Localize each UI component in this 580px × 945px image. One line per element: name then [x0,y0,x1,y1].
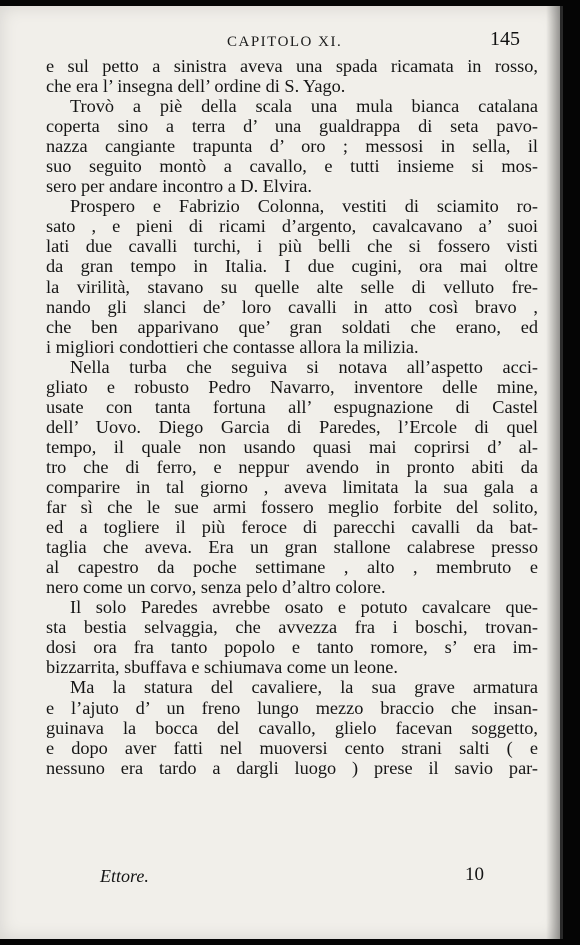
text-line: ed a togliere il più feroce di parecchi cavalli da bat- [46,517,538,538]
text-line: nando gli slanci de’ loro cavalli in atto così bravo , [46,296,538,317]
signature-mark: Ettore. [100,866,149,886]
text-line: far sì che le sue armi fossero meglio forbite del solito, [46,497,538,518]
text-line: e dopo aver fatti nel muoversi cento strani salti ( e [46,737,538,758]
page-header [52,28,520,54]
text-line: taglia che aveva. Era un gran stallone calabrese presso [46,537,538,558]
text-line: usate con tanta fortuna all’ espugnazione di Castel [46,396,538,417]
text-line: nazza cangiante trapunta d’ oro ; messosi in sella, il [46,136,538,157]
text-line: sero per andare incontro a D. Elvira. [46,176,312,197]
text-line: lati due cavalli turchi, i più belli che si fossero visti [46,236,538,257]
text-line: suo seguito montò a cavallo, e tutti insieme si mos- [46,156,538,177]
text-line: dell’ Uovo. Diego Garcia di Paredes, l’Ercole di quel [46,416,538,437]
page-footer [100,866,484,892]
text-line: Prospero e Fabrizio Colonna, vestiti di sciamito ro- [70,196,538,217]
text-line: Trovò a piè della scala una mula bianca catalana [70,96,538,117]
text-line: Il solo Paredes avrebbe osato e potuto cavalcare que- [70,597,538,618]
text-line: la virilità, stavano su quelle alte selle di velluto fre- [46,276,538,297]
text-line: bizzarrita, sbuffava e schiumava come un leone. [46,657,398,678]
text-line: coperta sino a terra d’ una gualdrappa di seta pavo- [46,116,538,137]
text-line: Nella turba che seguiva si notava all’aspetto acci- [70,356,538,377]
text-line: guinava la bocca del cavallo, glielo facevan soggetto, [46,717,538,738]
text-line: da gran tempo in Italia. I due cugini, ora mai oltre [46,256,538,277]
text-line: dosi ora fra tanto popolo e tanto romore, s’ era im- [46,637,538,658]
page-edge-shadow [546,6,560,939]
page-number: 145 [490,28,520,50]
running-title: CAPITOLO XI. [227,34,343,50]
text-line: i migliori condottieri che contasse allora la milizia. [46,336,419,357]
text-line: che era l’ insegna dell’ ordine di S. Yago. [46,76,346,97]
text-line: tempo, il quale non usando quasi mai coprirsi d’ al- [46,436,538,457]
text-line: nessuno era tardo a dargli luogo ) prese il savio par- [46,757,538,778]
sheet-number: 10 [465,864,484,885]
text-line: comparire in tal giorno , aveva limitata la sua gala a [46,476,538,497]
text-line: e sul petto a sinistra aveva una spada ricamata in rosso, [46,56,538,76]
text-line: gliato e robusto Pedro Navarro, inventore delle mine, [46,376,538,397]
text-line: tro che di ferro, e neppur avendo in pronto abiti da [46,456,538,477]
text-line: sato , e pieni di ricami d’argento, cavalcavano a’ suoi [46,216,538,237]
book-page [0,6,563,939]
text-line: al capestro da poche settimane , alto , membruto e [46,557,538,578]
text-line: sta bestia selvaggia, che avvezza fra i boschi, trovan- [46,617,538,638]
body-text [46,56,538,778]
text-line: Ma la statura del cavaliere, la sua grave armatura [70,677,538,698]
text-line: e l’ajuto d’ un freno lungo mezzo braccio che insan- [46,697,538,718]
text-line: nero come un corvo, senza pelo d’altro colore. [46,577,386,598]
text-line: che ben apparivano que’ gran soldati che erano, ed [46,316,538,337]
